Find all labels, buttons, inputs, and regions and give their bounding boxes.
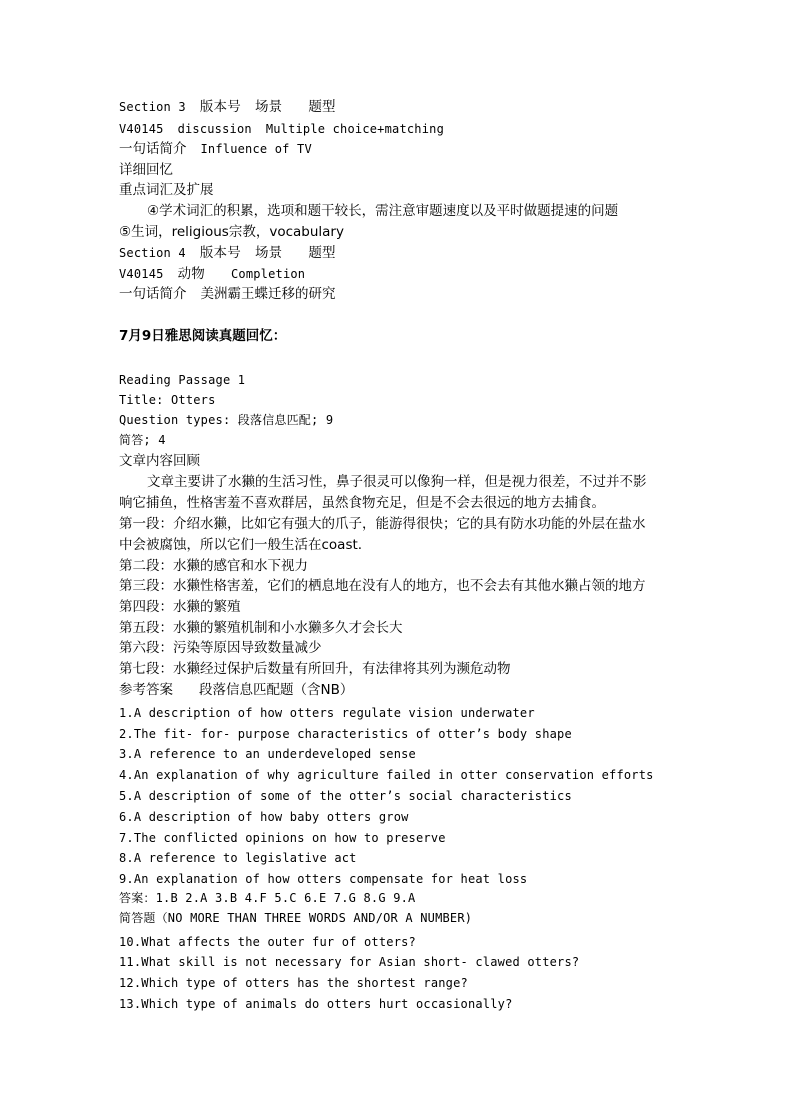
para1-line-2: 中会被腐蚀，所以它们一般生活在coast. bbox=[119, 537, 363, 553]
version-value: V40145 bbox=[119, 267, 164, 281]
detail-heading: 详细回忆 bbox=[119, 162, 173, 178]
short-answer-count: 简答; 4 bbox=[119, 433, 166, 447]
matching-question: 8.A reference to legislative act bbox=[119, 851, 357, 865]
summary-text: 美洲霸王蝶迁移的研究 bbox=[200, 286, 336, 302]
question-type-label: 题型 bbox=[308, 245, 336, 261]
matching-question: 9.An explanation of how otters compensate for heat loss bbox=[119, 872, 528, 886]
short-question: 11.What skill is not necessary for Asian short- clawed otters? bbox=[119, 955, 580, 969]
short-question: 13.Which type of animals do otters hurt occasionally? bbox=[119, 997, 513, 1011]
summary-label: 一句话简介 bbox=[119, 141, 187, 157]
section4-summary bbox=[119, 284, 336, 304]
version-label: 版本号 bbox=[199, 99, 241, 115]
matching-question: 2.The fit- for- purpose characteristics of otter’s body shape bbox=[119, 727, 572, 741]
answer-type: 段落信息匹配题（含NB） bbox=[199, 682, 354, 698]
para4: 第四段：水獭的繁殖 bbox=[119, 599, 241, 615]
vocab-note-2: ⑤生词，religious宗教，vocabulary bbox=[119, 224, 344, 240]
para3: 第三段：水獭性格害羞，它们的栖息地在没有人的地方，也不会去有其他水獭占领的地方 bbox=[119, 578, 646, 594]
section3-header bbox=[119, 97, 336, 117]
short-answer-header: 简答题（NO MORE THAN THREE WORDS AND/OR A NUMBER) bbox=[119, 911, 473, 925]
matching-question: 4.An explanation of why agriculture failed in otter conservation efforts bbox=[119, 768, 654, 782]
scene-label: 场景 bbox=[254, 245, 283, 261]
para2: 第二段：水獭的感官和水下视力 bbox=[119, 558, 308, 574]
passage-name: Reading Passage 1 bbox=[119, 373, 246, 387]
matching-question: 7.The conflicted opinions on how to preserve bbox=[119, 831, 446, 845]
para7: 第七段：水獭经过保护后数量有所回升，有法律将其列为濒危动物 bbox=[119, 661, 511, 677]
review-heading: 文章内容回顾 bbox=[119, 453, 200, 469]
question-types: Question types: 段落信息匹配; 9 bbox=[119, 413, 334, 427]
scene-value: 动物 bbox=[177, 266, 205, 282]
summary-label: 一句话简介 bbox=[119, 286, 187, 302]
answer-heading bbox=[119, 680, 353, 700]
intro-line-1: 文章主要讲了水獭的生活习性，鼻子很灵可以像狗一样，但是视力很差，不过并不影 bbox=[147, 474, 647, 490]
vocab-heading: 重点词汇及扩展 bbox=[119, 182, 214, 198]
section4-header bbox=[119, 243, 336, 263]
question-type-label: 题型 bbox=[308, 99, 336, 115]
section3-summary bbox=[119, 139, 312, 159]
matching-question: 6.A description of how baby otters grow bbox=[119, 810, 409, 824]
vocab-note-1: ④学术词汇的积累，选项和题干较长，需注意审题速度以及平时做题提速的问题 bbox=[147, 203, 619, 219]
scene-label: 场景 bbox=[254, 99, 283, 115]
question-type-value: Multiple choice+matching bbox=[265, 122, 445, 136]
passage-title: Title: Otters bbox=[119, 393, 216, 407]
matching-question: 1.A description of how otters regulate vision underwater bbox=[119, 706, 535, 720]
reading-title: 7月9日雅思阅读真题回忆： bbox=[119, 328, 287, 344]
para5: 第五段：水獭的繁殖机制和小水獭多久才会长大 bbox=[119, 620, 403, 636]
section3-meta bbox=[119, 119, 444, 139]
section4-meta bbox=[119, 264, 305, 284]
question-type-value: Completion bbox=[230, 267, 306, 281]
section-label: Section 3 bbox=[119, 100, 186, 114]
version-value: V40145 bbox=[119, 122, 164, 136]
matching-question: 3.A reference to an underdeveloped sense bbox=[119, 747, 416, 761]
matching-question: 5.A description of some of the otter’s social characteristics bbox=[119, 789, 572, 803]
summary-text: Influence of TV bbox=[200, 142, 312, 156]
para6: 第六段：污染等原因导致数量减少 bbox=[119, 640, 322, 656]
answer-key: 答案：1.B 2.A 3.B 4.F 5.C 6.E 7.G 8.G 9.A bbox=[119, 891, 416, 905]
version-label: 版本号 bbox=[199, 245, 241, 261]
short-question: 10.What affects the outer fur of otters? bbox=[119, 935, 416, 949]
section-label: Section 4 bbox=[119, 246, 186, 260]
short-question: 12.Which type of otters has the shortest range? bbox=[119, 976, 468, 990]
scene-value: discussion bbox=[177, 122, 252, 136]
intro-line-2: 响它捕鱼，性格害羞不喜欢群居，虽然食物充足，但是不会去很远的地方去捕食。 bbox=[119, 495, 605, 511]
para1-line-1: 第一段：介绍水獭，比如它有强大的爪子，能游得很快；它的具有防水功能的外层在盐水 bbox=[119, 516, 646, 532]
answer-label: 参考答案 bbox=[119, 682, 173, 698]
